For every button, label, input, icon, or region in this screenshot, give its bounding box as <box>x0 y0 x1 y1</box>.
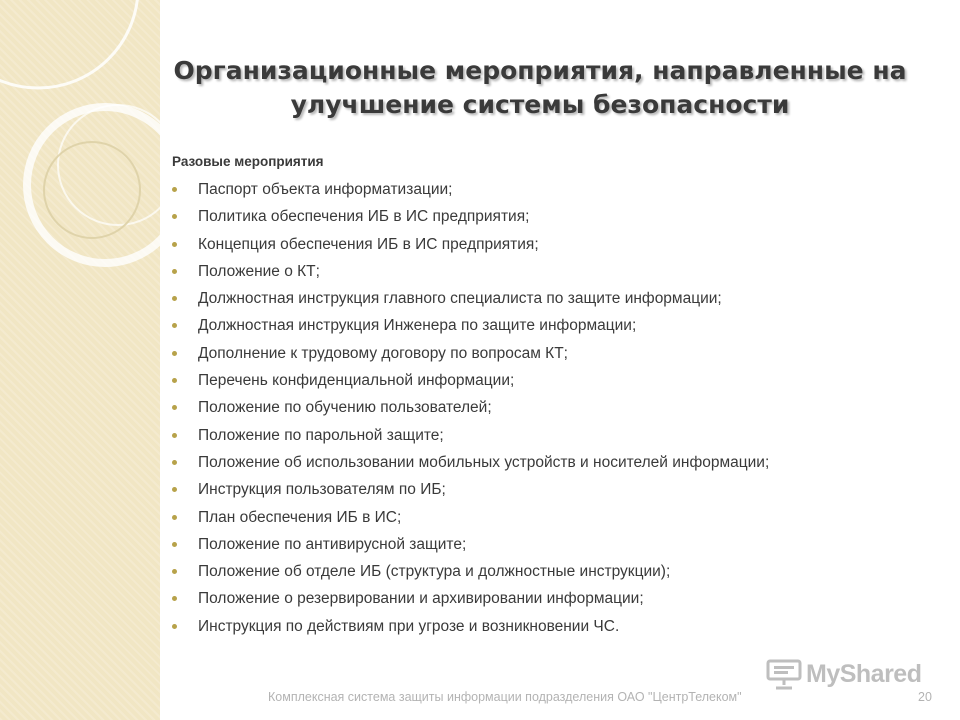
watermark <box>766 656 921 692</box>
list-item-text: Дополнение к трудовому договору по вопросам КТ; <box>198 344 568 362</box>
list-item <box>172 558 912 585</box>
list-item <box>172 258 912 285</box>
decorative-side-band <box>0 0 160 720</box>
bullet-icon <box>172 542 177 547</box>
footer-text: Комплексная система защиты информации подразделения ОАО "ЦентрТелеком" <box>268 690 742 704</box>
bullet-icon <box>172 460 177 465</box>
bullet-icon <box>172 569 177 574</box>
list-item-text: Положение по обучению пользователей; <box>198 399 492 417</box>
list-item-text: Политика обеспечения ИБ в ИС предприятия; <box>198 208 530 226</box>
slide-title: Организационные мероприятия, направленные на улучшение системы безопасности <box>173 56 907 119</box>
bullet-icon <box>172 433 177 438</box>
list-item-text: Должностная инструкция Инженера по защите информации; <box>198 317 637 335</box>
list-item-text: Должностная инструкция главного специалиста по защите информации; <box>198 290 722 308</box>
list-item-text: Инструкция по действиям при угрозе и возникновении ЧС. <box>198 617 620 635</box>
list-item-text: Инструкция пользователям по ИБ; <box>198 481 446 499</box>
bullet-list <box>172 176 912 640</box>
list-item <box>172 476 912 503</box>
list-item-text: Положение о резервировании и архивировании информации; <box>198 590 644 608</box>
list-item <box>172 531 912 558</box>
watermark-text: MyShared <box>806 659 922 688</box>
bullet-icon <box>172 214 177 219</box>
list-item <box>172 613 912 640</box>
list-item-text: Положение об использовании мобильных устройств и носителей информации; <box>198 453 770 471</box>
page-number: 20 <box>918 690 932 704</box>
decorative-circles-icon <box>0 0 160 720</box>
bullet-icon <box>172 242 177 247</box>
list-item-text: Перечень конфиденциальной информации; <box>198 372 515 390</box>
section-heading: Разовые мероприятия <box>172 154 324 169</box>
list-item <box>172 340 912 367</box>
list-item-text: Паспорт объекта информатизации; <box>198 181 453 198</box>
list-item <box>172 394 912 421</box>
list-item <box>172 585 912 612</box>
bullet-icon <box>172 624 177 629</box>
list-item <box>172 203 912 230</box>
list-item-text: Положение по антивирусной защите; <box>198 535 467 553</box>
list-item-text: Положение об отделе ИБ (структура и должностные инструкции); <box>198 563 671 581</box>
bullet-icon <box>172 187 177 192</box>
list-item <box>172 422 912 449</box>
list-item <box>172 367 912 394</box>
bullet-icon <box>172 596 177 601</box>
list-item <box>172 231 912 258</box>
bullet-icon <box>172 269 177 274</box>
bullet-icon <box>172 405 177 410</box>
bullet-icon <box>172 487 177 492</box>
list-item <box>172 312 912 339</box>
list-item-text: Положение о КТ; <box>198 262 320 280</box>
list-item <box>172 449 912 476</box>
bullet-icon <box>172 351 177 356</box>
list-item <box>172 504 912 531</box>
bullet-icon <box>172 515 177 520</box>
presentation-board-icon <box>766 658 802 690</box>
list-item-text: Концепция обеспечения ИБ в ИС предприятия; <box>198 235 539 253</box>
bullet-icon <box>172 378 177 383</box>
list-item <box>172 176 912 203</box>
bullet-icon <box>172 323 177 328</box>
list-item-text: Положение по парольной защите; <box>198 426 444 444</box>
list-item-text: План обеспечения ИБ в ИС; <box>198 508 402 526</box>
list-item <box>172 285 912 312</box>
bullet-icon <box>172 296 177 301</box>
